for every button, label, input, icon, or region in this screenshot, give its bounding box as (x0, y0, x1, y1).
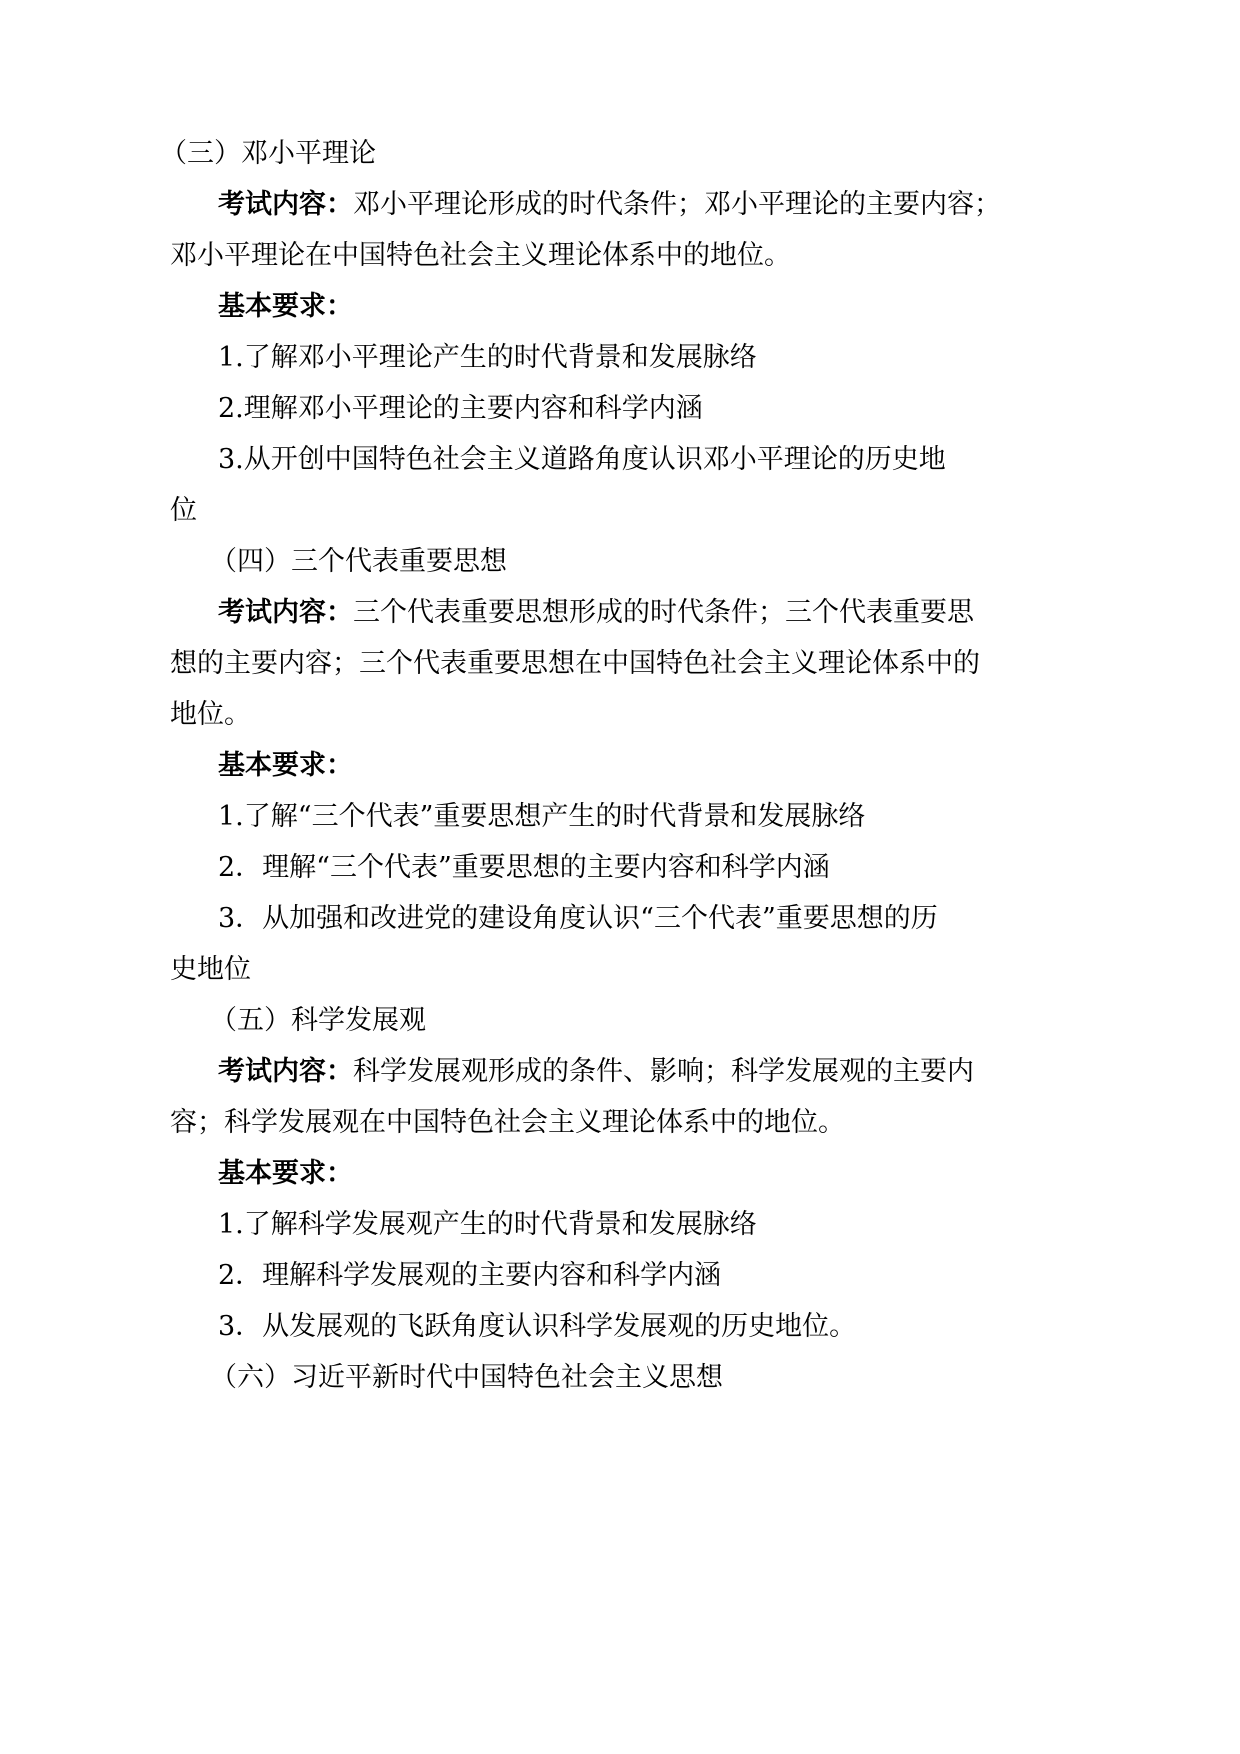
exam-content-5: 考试内容：科学发展观形成的条件、影响；科学发展观的主要内 (218, 1056, 974, 1087)
exam-content-label: 考试内容： (218, 1056, 353, 1087)
section-heading-3: （三）邓小平理论 (160, 138, 376, 169)
requirements-label-5: 基本要求： (218, 1158, 353, 1189)
exam-content-4-cont: 想的主要内容；三个代表重要思想在中国特色社会主义理论体系中的 (170, 648, 980, 679)
requirement-item: 3．从发展观的飞跃角度认识科学发展观的历史地位。 (218, 1311, 857, 1342)
requirement-item: 2.理解邓小平理论的主要内容和科学内涵 (218, 393, 703, 424)
exam-content-3-cont: 邓小平理论在中国特色社会主义理论体系中的地位。 (170, 240, 791, 271)
requirement-item: 2．理解科学发展观的主要内容和科学内涵 (218, 1260, 722, 1291)
exam-content-4: 考试内容：三个代表重要思想形成的时代条件；三个代表重要思 (218, 597, 974, 628)
requirement-item: 1.了解“三个代表”重要思想产生的时代背景和发展脉络 (218, 801, 866, 832)
requirement-item: 1.了解邓小平理论产生的时代背景和发展脉络 (218, 342, 757, 373)
requirement-item: 1.了解科学发展观产生的时代背景和发展脉络 (218, 1209, 757, 1240)
exam-content-label: 考试内容： (218, 189, 353, 220)
requirement-item: 3.从开创中国特色社会主义道路角度认识邓小平理论的历史地 (218, 444, 946, 475)
requirement-item-cont: 位 (170, 495, 197, 526)
requirement-item: 2．理解“三个代表”重要思想的主要内容和科学内涵 (218, 852, 830, 883)
exam-content-5-cont: 容；科学发展观在中国特色社会主义理论体系中的地位。 (170, 1107, 845, 1138)
exam-content-label: 考试内容： (218, 597, 353, 628)
exam-content-3: 考试内容：邓小平理论形成的时代条件；邓小平理论的主要内容； (218, 189, 1001, 220)
requirements-label-4: 基本要求： (218, 750, 353, 781)
requirement-item: 3．从加强和改进党的建设角度认识“三个代表”重要思想的历 (218, 903, 938, 934)
exam-content-4-cont2: 地位。 (170, 699, 251, 730)
requirement-item-cont: 史地位 (170, 954, 251, 985)
section-heading-5: （五）科学发展观 (210, 1005, 426, 1036)
requirements-label-3: 基本要求： (218, 291, 353, 322)
section-heading-6: （六）习近平新时代中国特色社会主义思想 (210, 1362, 723, 1393)
section-heading-4: （四）三个代表重要思想 (210, 546, 507, 577)
